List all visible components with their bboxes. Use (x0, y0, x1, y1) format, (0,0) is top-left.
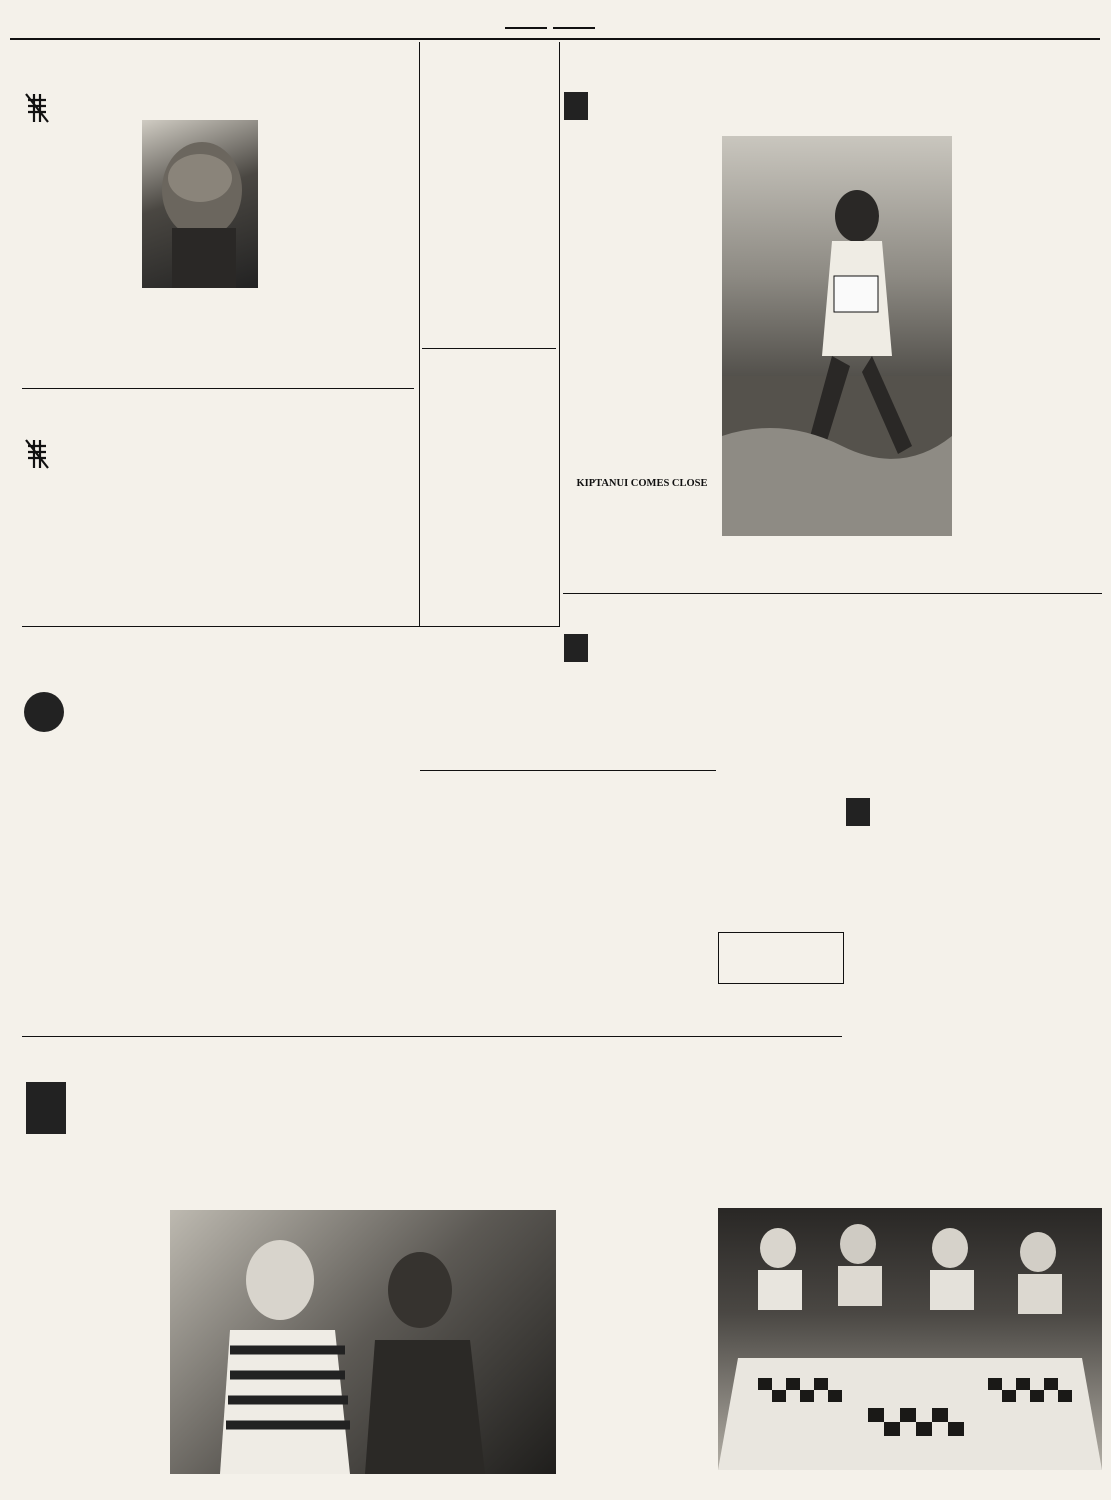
sa-col4 (975, 632, 1102, 736)
col-divider-2 (559, 42, 560, 627)
ottey-spacer (568, 460, 718, 472)
reuter-logo-icon (564, 92, 588, 120)
section-rule-right (553, 27, 595, 29)
warwicks-col1 (54, 437, 140, 622)
section-title (420, 17, 680, 38)
warwicks-col3 (264, 437, 414, 622)
tennis-headline (422, 52, 556, 54)
martina-col5a (560, 1080, 714, 1102)
botham-photo (142, 120, 258, 288)
masthead (10, 18, 1101, 38)
berbick-box (420, 770, 716, 774)
tyson-thumb-photo (24, 692, 64, 732)
tyson-col2 (172, 692, 290, 1036)
martina-col5 (560, 1080, 714, 1488)
galloway-headline (840, 740, 1102, 744)
ottey-col3 (956, 90, 1102, 590)
montreal-headline (718, 932, 844, 984)
tyson-col3 (294, 692, 418, 1036)
khans-body (424, 394, 556, 779)
botham-col3 (263, 90, 413, 388)
tyson-top-rule (22, 626, 560, 627)
botham-col2 (142, 304, 258, 388)
martina-col3 (287, 1080, 399, 1206)
martina-thumb-photo (26, 1082, 66, 1134)
col-divider-1 (419, 42, 420, 627)
martina-top-rule (22, 1036, 842, 1037)
botham-col2-top (142, 100, 258, 118)
warwicks-col2 (146, 437, 260, 622)
sa-col1 (590, 632, 714, 770)
ap-logo-icon (564, 634, 588, 662)
berbick-col1 (424, 794, 564, 1036)
sa-col2 (718, 632, 842, 928)
tennis-body (424, 126, 556, 346)
ottey-col1b (566, 489, 718, 585)
tyson-col1 (68, 692, 168, 1036)
ottey-col1b-wrap (566, 478, 718, 590)
kiptanui-photo (722, 136, 952, 536)
martina-col1 (70, 1080, 166, 1480)
botham-col1 (54, 90, 138, 388)
chess-photo (718, 1208, 1102, 1470)
kiptanui-comes-close-subhead: KIPTANUI COMES CLOSE (576, 478, 708, 489)
sa-top-rule (563, 593, 1102, 594)
martina-col4 (404, 1080, 556, 1206)
section-rule-left (505, 27, 547, 29)
martina-photo (170, 1210, 556, 1474)
sa-col3 (846, 632, 970, 736)
botham-bottom-rule (22, 388, 414, 389)
ottey-col2a (722, 90, 842, 132)
tennis-bottom-rule (422, 348, 556, 349)
afp-logo-icon-2 (24, 438, 50, 470)
afp-logo-icon (24, 92, 50, 124)
ap-logo-icon-2 (846, 798, 870, 826)
martina-col5b (560, 1104, 714, 1474)
masthead-rule (10, 38, 1100, 40)
berbick-col2 (570, 794, 714, 1036)
martina-col2 (170, 1080, 282, 1206)
